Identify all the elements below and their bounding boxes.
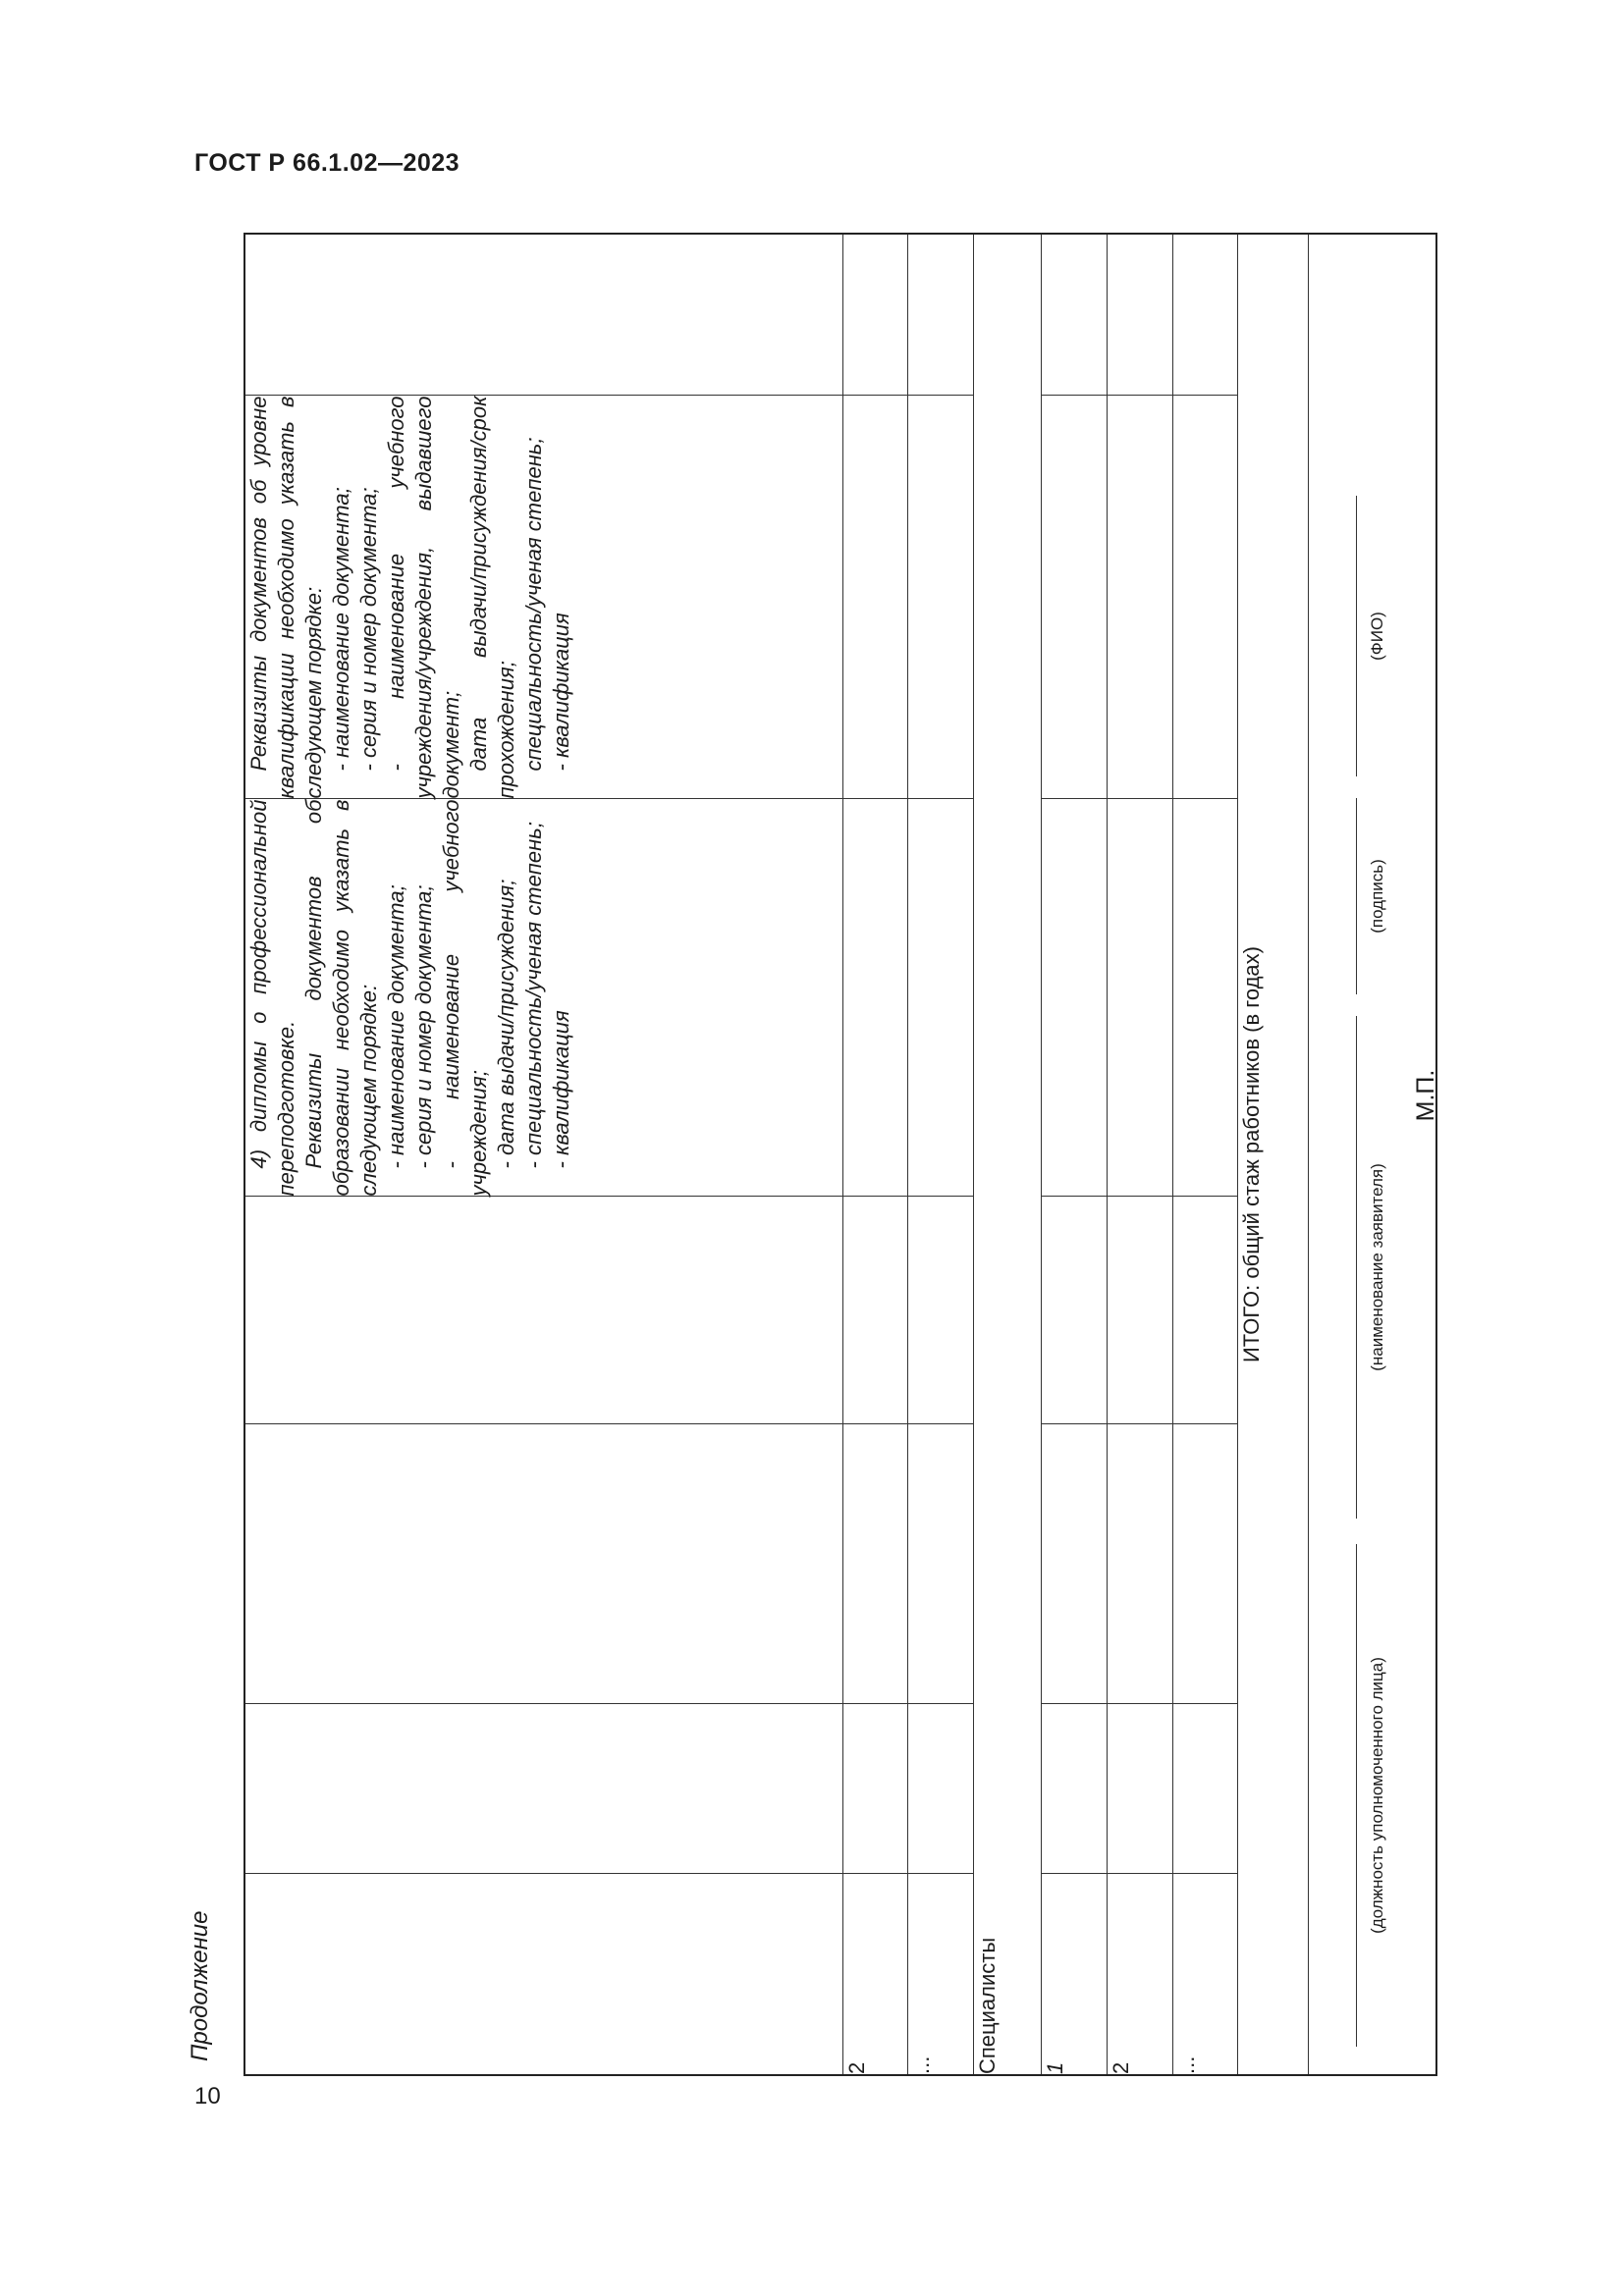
col5-line: - квалификация [549, 613, 573, 772]
section-row [974, 234, 1042, 2075]
table-cell [908, 1704, 974, 1874]
qualification-requirements-cell [244, 396, 842, 799]
applicant-signature-line [1356, 1016, 1357, 1519]
table-cell [1042, 799, 1108, 1197]
table-cell [1107, 1197, 1172, 1424]
table-cell [1042, 396, 1108, 799]
table-cell [244, 1704, 842, 1874]
table-cell [842, 396, 908, 799]
table-cell [908, 234, 974, 396]
table-cell [1107, 234, 1172, 396]
table-row-continued [244, 234, 842, 2075]
col5-line: дата выдачи/присуждения/срок прохождения; [466, 396, 518, 799]
col5-line: - серия и номер документа; [356, 487, 381, 772]
table-cell [1107, 1424, 1172, 1704]
row-number: ... [908, 1874, 974, 2075]
table-cell [842, 1424, 908, 1704]
table-row [1107, 234, 1172, 2075]
table-cell [842, 799, 908, 1197]
table-cell [244, 1874, 842, 2075]
table-cell [1107, 1704, 1172, 1874]
standard-header: ГОСТ Р 66.1.02—2023 [194, 149, 460, 177]
table-cell [244, 234, 842, 396]
table-cell [1042, 1197, 1108, 1424]
col4-line: - дата выдачи/присуждения; [494, 879, 518, 1169]
signature-block [1309, 234, 1440, 2075]
col5-line: Реквизиты документов об уровне квалификации необходимо указать в следующем порядке: [246, 396, 326, 799]
position-signature-line [1356, 1544, 1357, 2047]
table-cell [1107, 396, 1172, 799]
rotated-page-content [183, 235, 1440, 2076]
col4-line: Реквизиты документов об образовании необходимо указать в следующем порядке: [301, 799, 381, 1197]
table-cell [908, 799, 974, 1197]
table-cell [1172, 1704, 1238, 1874]
row-number: 1 [1042, 1874, 1108, 2075]
table-cell [1107, 799, 1172, 1197]
table-row [1172, 234, 1238, 2075]
table-cell [244, 1197, 842, 1424]
col5-line: - наименование учебного учреждения/учреждения, выдавшего документ; [384, 396, 463, 799]
row-number: ... [1172, 1874, 1238, 2075]
table-cell [1042, 1704, 1108, 1874]
col4-line: - серия и номер документа; [411, 884, 436, 1169]
table-cell [842, 234, 908, 396]
col4-line: - наименование учебного учреждения; [439, 799, 491, 1197]
applicant-caption: (наименование заявителя) [1368, 1163, 1387, 1371]
signature-caption: (подпись) [1368, 859, 1387, 934]
signature-row [1309, 234, 1436, 2075]
col4-line: 4) дипломы о профессиональной переподготовке. [246, 799, 298, 1197]
table-row [842, 234, 908, 2075]
education-requirements-cell [244, 799, 842, 1197]
table-cell [1042, 1424, 1108, 1704]
col4-line: - наименование документа; [384, 884, 408, 1169]
table-cell [1172, 234, 1238, 396]
row-number: 2 [1107, 1874, 1172, 2075]
signature-line [1356, 798, 1357, 994]
table-row [1042, 234, 1108, 2075]
continuation-label: Продолжение [187, 1910, 213, 2061]
section-label-specialists: Специалисты [974, 234, 1042, 2075]
table-cell [908, 1424, 974, 1704]
position-caption: (должность уполномоченного лица) [1368, 1657, 1387, 1934]
table-cell [842, 1704, 908, 1874]
stamp-label: М.П. [1412, 1069, 1440, 1122]
row-number: 2 [842, 1874, 908, 2075]
col4-line: - специальность/ученая степень; [521, 822, 546, 1169]
col5-line: специальность/ученая степень; [521, 437, 546, 772]
total-experience-label: ИТОГО: общий стаж работников (в годах) [1238, 234, 1309, 2075]
full-name-line [1356, 496, 1357, 776]
form-table [244, 233, 1440, 2076]
total-row [1238, 234, 1309, 2075]
full-name-caption: (ФИО) [1368, 612, 1387, 661]
table-cell [1172, 1424, 1238, 1704]
col5-line: - наименование документа; [329, 487, 353, 772]
col4-line: - квалификация [549, 1010, 573, 1169]
page-number: 10 [194, 2083, 221, 2109]
table-cell [1042, 234, 1108, 396]
table-cell [244, 1424, 842, 1704]
table-cell [908, 396, 974, 799]
table-cell [1172, 396, 1238, 799]
table-cell [1172, 1197, 1238, 1424]
table-cell [908, 1197, 974, 1424]
table-row [908, 234, 974, 2075]
table-cell [1172, 799, 1238, 1197]
table-cell [842, 1197, 908, 1424]
